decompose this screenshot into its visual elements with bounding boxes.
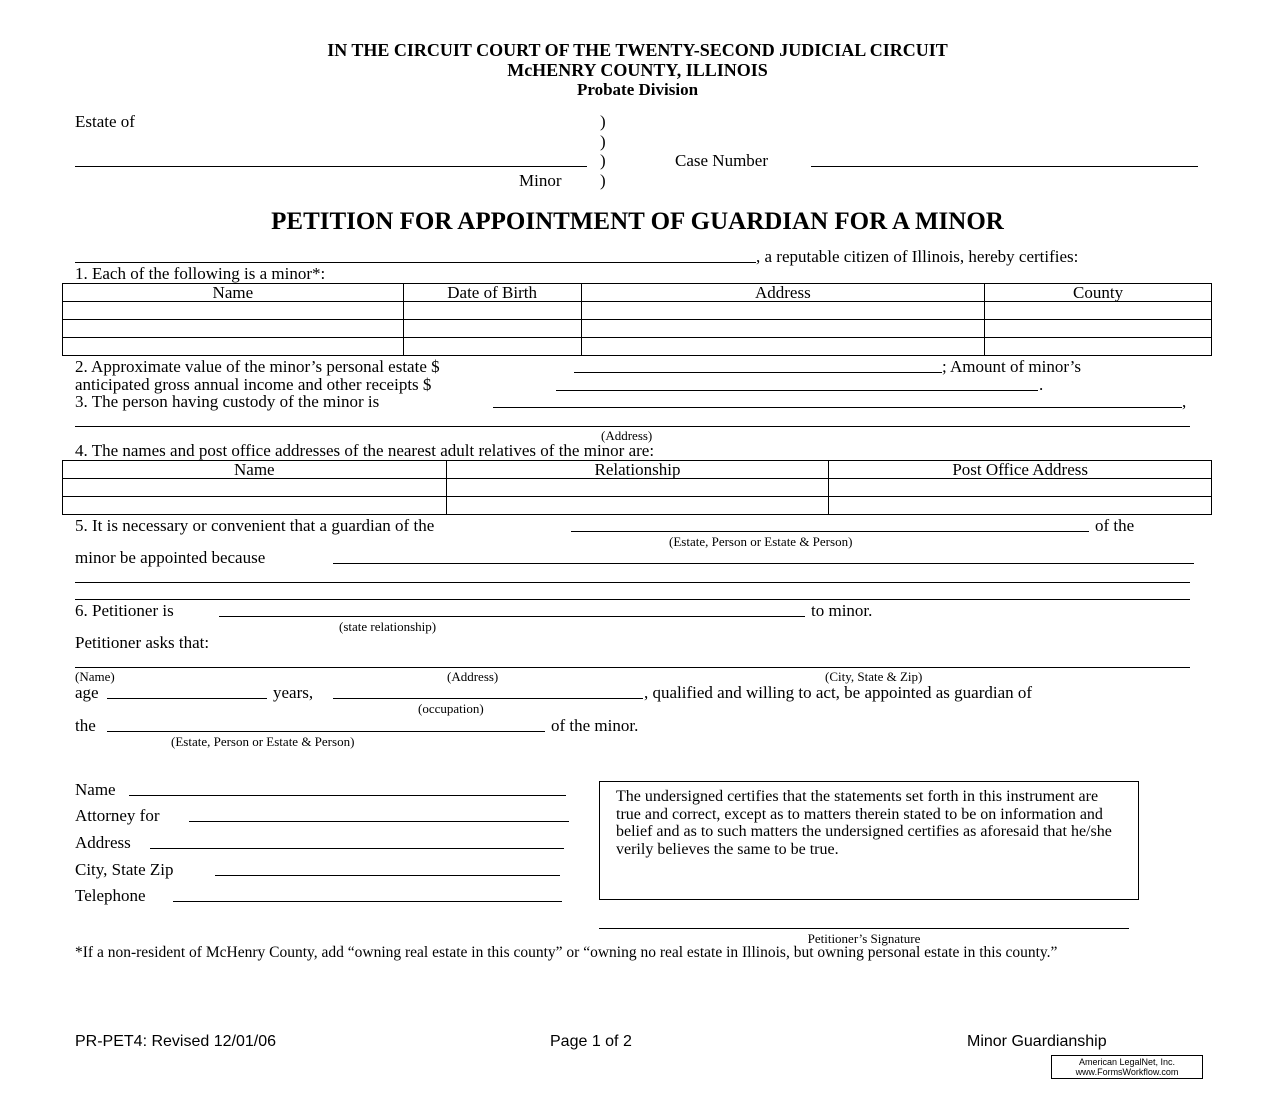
custodian-line[interactable] [493, 407, 1182, 408]
relationship-caption: (state relationship) [339, 619, 437, 634]
attorney-telephone-line[interactable] [173, 901, 562, 902]
minors-header-county: County [985, 284, 1212, 302]
section2-line1-end: ; Amount of minor’s [942, 357, 1081, 376]
name-caption: (Name) [75, 669, 115, 684]
because-line-3[interactable] [75, 599, 1190, 600]
case-number-line[interactable] [811, 166, 1198, 167]
county-name: McHENRY COUNTY, ILLINOIS [507, 60, 768, 80]
section6-line1: 6. Petitioner is [75, 601, 174, 620]
guardian-type-line[interactable] [571, 531, 1089, 532]
court-name: IN THE CIRCUIT COURT OF THE TWENTY-SECOND JUDICIAL CIRCUIT [327, 40, 948, 60]
division-name: Probate Division [576, 80, 699, 99]
certification-box [599, 781, 1139, 900]
address-caption: (Address) [601, 428, 653, 443]
section2-period: . [1039, 375, 1044, 394]
years-label: years, [273, 683, 314, 702]
city-caption: (City, State & Zip) [825, 669, 923, 684]
petitioner-asks: Petitioner asks that: [75, 633, 210, 652]
section5-because: minor be appointed because [75, 548, 266, 567]
attorney-for-line[interactable] [189, 821, 569, 822]
section4-label: 4. The names and post office addresses of the nearest adult relatives of the minor are: [75, 441, 655, 460]
caption-paren: ) [600, 112, 606, 131]
because-line-2[interactable] [75, 582, 1190, 583]
relationship-line[interactable] [219, 616, 805, 617]
petition-title: PETITION FOR APPOINTMENT OF GUARDIAN FOR A MINOR [271, 208, 1004, 235]
attorney-name-line[interactable] [129, 795, 566, 796]
estate-name-line[interactable] [75, 166, 587, 167]
caption-paren: ) [600, 151, 606, 170]
footnote: *If a non-resident of McHenry County, add “owning real estate in this county” or “owning no real estate in Illinois, but owning personal estate in this county.” [75, 944, 1058, 961]
of-minor-text: of the minor. [551, 716, 639, 735]
logo-url: www.FormsWorkflow.com [1075, 1067, 1179, 1077]
table-row [63, 479, 1212, 497]
caption-paren: ) [600, 171, 606, 190]
signature-caption: Petitioner’s Signature [807, 931, 921, 946]
relatives-header-address: Post Office Address [829, 461, 1212, 479]
table-row [63, 338, 1212, 356]
minors-header-address: Address [581, 284, 985, 302]
minors-header-dob: Date of Birth [403, 284, 581, 302]
age-line[interactable] [107, 698, 267, 699]
case-number-label: Case Number [675, 151, 769, 170]
attorney-telephone-label: Telephone [75, 886, 146, 905]
page-number: Page 1 of 2 [550, 1033, 632, 1050]
table-row [63, 497, 1212, 515]
qualified-text: , qualified and willing to act, be appointed as guardian of [644, 683, 1033, 702]
attorney-city-label: City, State Zip [75, 860, 174, 879]
section6-to-minor: to minor. [811, 601, 873, 620]
form-category: Minor Guardianship [967, 1033, 1107, 1050]
section5-line1: 5. It is necessary or convenient that a guardian of the [75, 516, 435, 535]
attorney-city-line[interactable] [215, 875, 560, 876]
attorney-address-label: Address [75, 833, 131, 852]
relatives-header-name: Name [63, 461, 447, 479]
age-label: age [75, 683, 99, 702]
caption-paren: ) [600, 132, 606, 151]
petitioner-name-line[interactable] [75, 262, 756, 263]
section3-label: 3. The person having custody of the minor is [75, 392, 380, 411]
attorney-address-line[interactable] [150, 848, 564, 849]
attorney-for-label: Attorney for [75, 806, 160, 825]
annual-income-line[interactable] [556, 390, 1038, 391]
relatives-header-relationship: Relationship [446, 461, 829, 479]
occupation-line[interactable] [333, 698, 643, 699]
estate-of-label: Estate of [75, 112, 135, 131]
logo-company: American LegalNet, Inc. [1078, 1057, 1176, 1067]
section2-line1: 2. Approximate value of the minor’s personal estate $ [75, 357, 440, 376]
occupation-caption: (occupation) [418, 701, 484, 716]
personal-estate-line[interactable] [574, 372, 942, 373]
minor-label: Minor [519, 171, 562, 190]
table-row [63, 320, 1212, 338]
legalnet-logo [1051, 1055, 1203, 1079]
intro-text: , a reputable citizen of Illinois, hereby certifies: [756, 247, 1079, 266]
relatives-table [62, 460, 1212, 515]
signature-line[interactable] [599, 928, 1129, 929]
attorney-name-label: Name [75, 780, 116, 799]
address-caption: (Address) [447, 669, 499, 684]
form-id: PR-PET4: Revised 12/01/06 [75, 1033, 276, 1050]
minors-header-name: Name [63, 284, 404, 302]
section5-of-the: of the [1095, 516, 1135, 535]
minors-table [62, 283, 1212, 356]
section2-line2: anticipated gross annual income and other receipts $ [75, 375, 432, 394]
because-line-1[interactable] [333, 563, 1194, 564]
section1-label: 1. Each of the following is a minor*: [75, 264, 326, 283]
section3-comma: , [1182, 392, 1187, 411]
table-row [63, 302, 1212, 320]
certification-text: The undersigned certifies that the statements set forth in this instrument are true and correct, except as to matters therein stated to be on information and belief and as to such matters the undersigned certifies as aforesaid that he/she verily believes the same to be true. [616, 788, 1112, 858]
estate-person-caption: (Estate, Person or Estate & Person) [669, 534, 853, 549]
guardian-of-line[interactable] [107, 731, 545, 732]
nominee-line[interactable] [75, 667, 1190, 668]
estate-person-caption: (Estate, Person or Estate & Person) [171, 734, 355, 749]
the-label: the [75, 716, 96, 735]
custodian-address-line[interactable] [75, 426, 1190, 427]
